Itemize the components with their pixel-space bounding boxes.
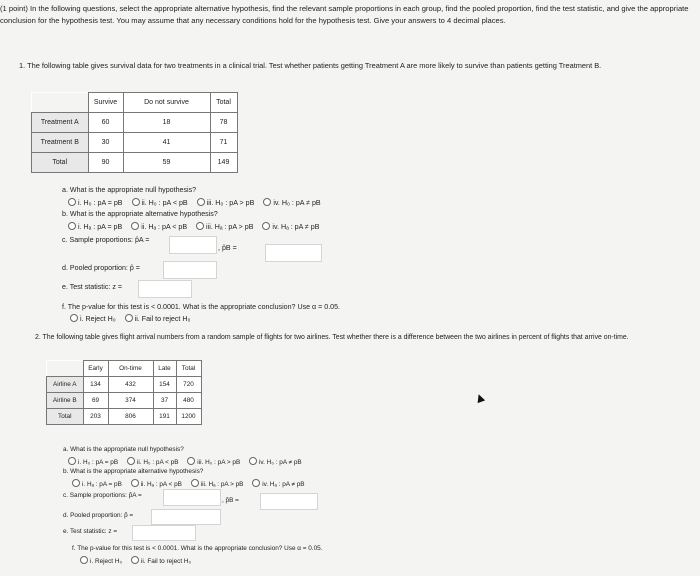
q1-test-statistic-label: e. Test statistic: z =	[62, 283, 122, 291]
radio-option[interactable]: iii. H₀ : pA > pB	[187, 459, 240, 466]
table-cell: 134	[83, 377, 108, 393]
radio-icon[interactable]	[68, 198, 76, 206]
table-cell: 37	[153, 393, 176, 409]
q1-alt-hypothesis-options	[68, 222, 326, 231]
table-row	[47, 361, 202, 377]
q2-test-statistic-input[interactable]	[132, 525, 196, 541]
table-cell: 720	[176, 377, 201, 393]
radio-option[interactable]: i. Reject H₀	[80, 558, 122, 565]
table-header-cell: Survive	[88, 93, 123, 113]
table-cell: Airline A	[47, 377, 84, 393]
q1-pooled-input[interactable]	[163, 261, 217, 279]
table-header-cell: On-time	[108, 361, 153, 377]
radio-icon[interactable]	[131, 479, 139, 487]
q2-sample-proportion-label: c. Sample proportions: p̂A =	[63, 492, 142, 499]
table-cell: 432	[108, 377, 153, 393]
table-header-cell	[47, 361, 84, 377]
radio-icon[interactable]	[263, 198, 271, 206]
table-cell: 59	[123, 153, 210, 173]
radio-icon[interactable]	[187, 457, 195, 465]
q2-pooled-input[interactable]	[151, 509, 221, 525]
radio-option[interactable]: i. H₀ : pA = pB	[68, 459, 118, 466]
table-cell: Airline B	[47, 393, 84, 409]
radio-icon[interactable]	[70, 314, 78, 322]
q1-pa-input[interactable]	[169, 236, 217, 254]
q2-alt-hypothesis-label: b. What is the appropriate alternative hypothesis?	[63, 468, 204, 475]
instructions-text: (1 point) In the following questions, select the appropriate alternative hypothesis, find the relevant sample proportions in each group, find the pooled proportion, find the test statistic, and give the appropriate conclusion for the hypothesis test. You may assume that any necessary conditions hold for the hypothesis test. Give your answers to 4 decimal places.	[0, 4, 689, 25]
table-cell: 191	[153, 409, 176, 425]
radio-icon[interactable]	[249, 457, 257, 465]
table-cell: 1200	[176, 409, 201, 425]
table-cell: 480	[176, 393, 201, 409]
table-cell: 154	[153, 377, 176, 393]
table-cell: Total	[47, 409, 84, 425]
q2-null-hypothesis-label: a. What is the appropriate null hypothesis?	[63, 446, 184, 453]
q2-pb-label: , p̂B =	[222, 497, 239, 504]
table-cell: 806	[108, 409, 153, 425]
q2-pooled-proportion-label: d. Pooled proportion: p̂ =	[63, 512, 134, 519]
radio-option[interactable]: iii. H₀ : pA > pB	[197, 199, 255, 207]
q1-conclusion-label: f. The p-value for this test is < 0.0001. What is the appropriate conclusion? Use α = 0.05.	[62, 303, 341, 311]
radio-option[interactable]: iv. H₀ : pA ≠ pB	[263, 199, 320, 207]
radio-icon[interactable]	[68, 222, 76, 230]
table-header-cell: Total	[176, 361, 201, 377]
table-cell: 30	[88, 133, 123, 153]
table-header-cell: Late	[153, 361, 176, 377]
table-cell: 203	[83, 409, 108, 425]
q2-test-statistic-label: e. Test statistic: z =	[63, 528, 118, 535]
radio-option[interactable]: ii. Hₐ : pA < pB	[131, 481, 182, 488]
radio-option[interactable]: ii. H₀ : pA < pB	[132, 199, 188, 207]
q1-sample-proportion-label: c. Sample proportions: p̂A =	[62, 236, 150, 244]
q2-null-hypothesis-options	[68, 457, 309, 466]
radio-icon[interactable]	[252, 479, 260, 487]
radio-icon[interactable]	[127, 457, 135, 465]
radio-icon[interactable]	[196, 222, 204, 230]
q2-pb-input[interactable]	[260, 493, 318, 510]
table-header-cell	[32, 93, 89, 113]
radio-option[interactable]: ii. Fail to reject H₀	[131, 558, 191, 565]
question-1-title: 1. The following table gives survival data for two treatments in a clinical trial. Test whether patients getting Treatment A are more likely to survive than patients getting Treatment B.	[19, 61, 602, 70]
q1-null-hypothesis-label: a. What is the appropriate null hypothesis?	[62, 186, 197, 194]
survival-table	[31, 92, 238, 173]
table-header-cell: Do not survive	[123, 93, 210, 113]
radio-icon[interactable]	[131, 222, 139, 230]
table-cell: 71	[210, 133, 237, 153]
table-cell: 41	[123, 133, 210, 153]
radio-option[interactable]: ii. Fail to reject H₀	[125, 315, 191, 323]
q2-conclusion-label: f. The p-value for this test is < 0.0001. What is the appropriate conclusion? Use α = 0.05.	[72, 545, 323, 552]
radio-icon[interactable]	[72, 479, 80, 487]
table-cell: Total	[32, 153, 89, 173]
table-cell: Treatment A	[32, 113, 89, 133]
table-row	[47, 393, 202, 409]
table-cell: 149	[210, 153, 237, 173]
q1-pb-label: , p̂B =	[218, 244, 237, 252]
radio-icon[interactable]	[125, 314, 133, 322]
q2-conclusion-options	[80, 556, 198, 565]
radio-option[interactable]: i. H₀ : pA = pB	[68, 199, 123, 207]
radio-icon[interactable]	[80, 556, 88, 564]
radio-icon[interactable]	[132, 198, 140, 206]
mouse-cursor-icon	[475, 393, 485, 403]
question-2-title: 2. The following table gives flight arrival numbers from a random sample of flights for two airlines. Test whether there is a difference between the two airlines in percent of flights that arrive on-time.	[35, 334, 629, 341]
table-cell: 60	[88, 113, 123, 133]
table-row	[32, 93, 238, 113]
table-row	[47, 409, 202, 425]
table-header-cell: Total	[210, 93, 237, 113]
table-row	[47, 377, 202, 393]
table-cell: Treatment B	[32, 133, 89, 153]
table-cell: 374	[108, 393, 153, 409]
radio-option[interactable]: iv. Hₐ : pA ≠ pB	[262, 223, 319, 231]
radio-option[interactable]: ii. H₀ : pA < pB	[127, 459, 179, 466]
radio-option[interactable]: iii. Hₐ : pA > pB	[196, 223, 253, 231]
q1-conclusion-options	[70, 314, 197, 323]
radio-icon[interactable]	[68, 457, 76, 465]
q2-pa-input[interactable]	[163, 489, 221, 506]
q1-test-statistic-input[interactable]	[138, 280, 192, 298]
radio-option[interactable]: iii. Hₐ : pA > pB	[191, 481, 244, 488]
table-row	[32, 153, 238, 173]
radio-option[interactable]: iv. H₀ : pA ≠ pB	[249, 459, 302, 466]
q1-pb-input[interactable]	[265, 244, 322, 262]
table-row	[32, 133, 238, 153]
table-row	[32, 113, 238, 133]
table-cell: 78	[210, 113, 237, 133]
radio-icon[interactable]	[262, 222, 270, 230]
q1-null-hypothesis-options	[68, 198, 328, 207]
flight-arrival-table	[46, 360, 202, 425]
table-cell: 18	[123, 113, 210, 133]
radio-icon[interactable]	[197, 198, 205, 206]
table-cell: 90	[88, 153, 123, 173]
table-cell: 69	[83, 393, 108, 409]
radio-icon[interactable]	[191, 479, 199, 487]
radio-option[interactable]: i. Hₐ : pA = pB	[72, 481, 122, 488]
radio-icon[interactable]	[131, 556, 139, 564]
table-header-cell: Early	[83, 361, 108, 377]
radio-option[interactable]: i. Hₐ : pA = pB	[68, 223, 122, 231]
q1-alt-hypothesis-label: b. What is the appropriate alternative hypothesis?	[62, 210, 218, 218]
q2-alt-hypothesis-options	[72, 479, 312, 488]
radio-option[interactable]: i. Reject H₀	[70, 315, 116, 323]
radio-option[interactable]: iv. Hₐ : pA ≠ pB	[252, 481, 304, 488]
radio-option[interactable]: ii. Hₐ : pA < pB	[131, 223, 187, 231]
q1-pooled-proportion-label: d. Pooled proportion: p̂ =	[62, 264, 140, 272]
